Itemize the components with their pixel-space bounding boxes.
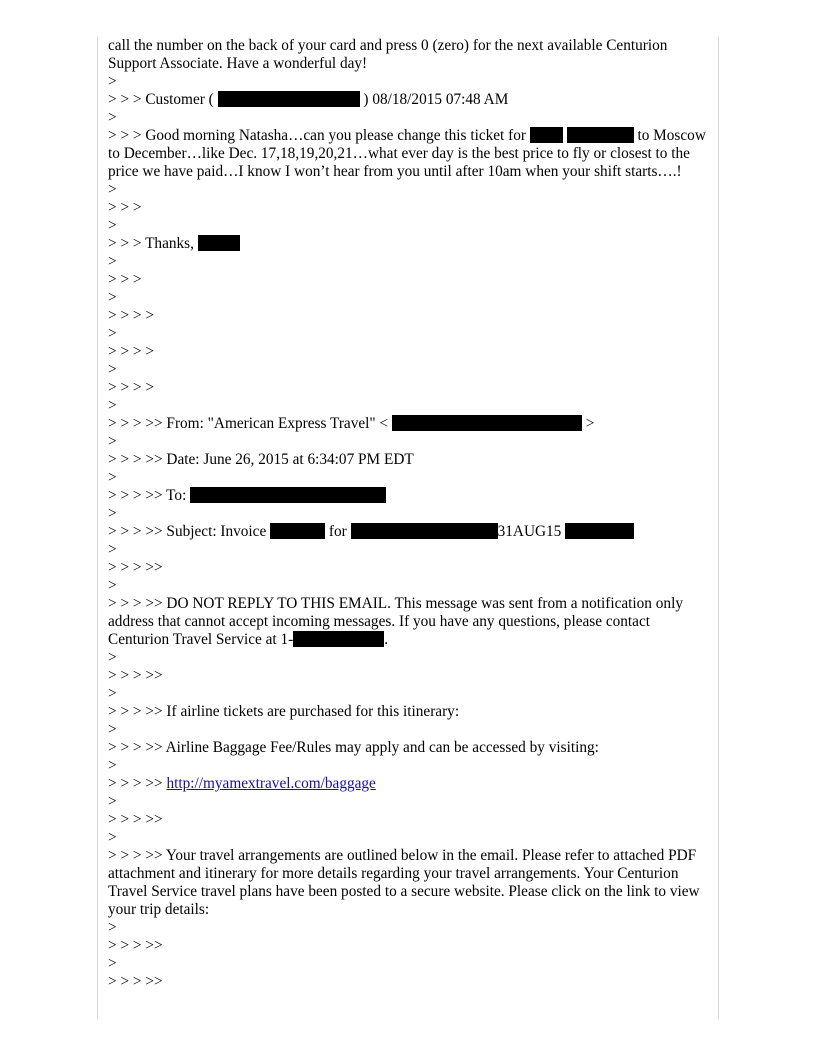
- quote-marker: >: [108, 361, 117, 378]
- quote-marker: >: [108, 397, 117, 414]
- redaction-block: [567, 127, 634, 143]
- customer-message: [108, 127, 714, 181]
- quote-marker: >: [108, 649, 117, 666]
- quote-marker: >: [108, 217, 117, 234]
- from-suffix: >: [585, 415, 595, 432]
- from-prefix: > > > >> From: "American Express Travel" <: [108, 415, 389, 432]
- quote-marker: >: [108, 793, 117, 810]
- quote-marker: >: [108, 73, 117, 90]
- do-not-reply-end: .: [384, 631, 389, 648]
- thanks-text: > > > Thanks,: [108, 235, 194, 252]
- subject-prefix: > > > >> Subject: Invoice: [108, 523, 267, 540]
- quote-marker: > > >: [108, 199, 142, 216]
- quote-marker: > > > >: [108, 379, 154, 396]
- quote-marker: >: [108, 253, 117, 270]
- quote-marker: >: [108, 757, 117, 774]
- redaction-block: [198, 235, 240, 251]
- baggage-line: > > > >> Airline Baggage Fee/Rules may apply and can be accessed by visiting:: [108, 739, 599, 756]
- quote-marker: >: [108, 721, 117, 738]
- quote-marker: >: [108, 505, 117, 522]
- date-line: > > > >> Date: June 26, 2015 at 6:34:07 PM EDT: [108, 451, 414, 468]
- link-line: [108, 775, 714, 793]
- customer-prefix: > > > Customer (: [108, 91, 214, 108]
- subject-date: 31AUG15: [497, 523, 562, 540]
- arrangements-paragraph: > > > >> Your travel arrangements are outlined below in the email. Please refer to attached PDF attachment and itinerary for more details regarding your travel arrangements. Your Centurion Travel Service travel plans have been posted to a secure website. Please click on the link to view your trip details:: [108, 847, 704, 918]
- quote-marker: >: [108, 955, 117, 972]
- left-margin-line: [97, 37, 98, 1019]
- quote-marker: > > > >>: [108, 667, 163, 684]
- customer-timestamp: ) 08/18/2015 07:48 AM: [363, 91, 509, 108]
- redaction-block: [190, 487, 386, 503]
- quote-marker: > > > >>: [108, 973, 163, 990]
- quote-marker: > > > >>: [108, 811, 163, 828]
- quote-marker: > > > >: [108, 343, 154, 360]
- quote-marker: >: [108, 541, 117, 558]
- redaction-block: [293, 631, 384, 647]
- do-not-reply-paragraph: [108, 595, 714, 649]
- from-line: [108, 415, 714, 433]
- quote-marker: >: [108, 469, 117, 486]
- intro-paragraph: call the number on the back of your card and press 0 (zero) for the next available Centurion Support Associate. Have a wonderful day!: [108, 37, 672, 72]
- subject-for: for: [328, 523, 347, 540]
- right-margin-line: [718, 37, 719, 1019]
- link-prefix: > > > >>: [108, 775, 163, 792]
- to-prefix: > > > >> To:: [108, 487, 187, 504]
- quote-marker: > > >: [108, 271, 142, 288]
- email-body: [108, 37, 714, 991]
- redaction-block: [392, 415, 582, 431]
- subject-line: [108, 523, 714, 541]
- thanks-line: [108, 235, 714, 253]
- quote-marker: > > > >: [108, 307, 154, 324]
- airline-line: > > > >> If airline tickets are purchased for this itinerary:: [108, 703, 460, 720]
- redaction-block: [565, 523, 634, 539]
- quote-marker: > > > >>: [108, 559, 163, 576]
- quote-marker: >: [108, 289, 117, 306]
- quote-marker: >: [108, 577, 117, 594]
- baggage-link[interactable]: http://myamextravel.com/baggage: [166, 775, 376, 792]
- message-part-b: to Moscow to December…like Dec. 17,18,19,20,21…what ever day is the best price to fly or closest to the price we have paid…I know I won’t hear from you until after 10am when your shift starts….!: [108, 127, 710, 180]
- to-line: [108, 487, 714, 505]
- redaction-block: [530, 127, 563, 143]
- quote-marker: >: [108, 109, 117, 126]
- quote-marker: > > > >>: [108, 937, 163, 954]
- quote-marker: >: [108, 829, 117, 846]
- redaction-block: [270, 523, 325, 539]
- quote-marker: >: [108, 181, 117, 198]
- quote-marker: >: [108, 685, 117, 702]
- do-not-reply-text: > > > >> DO NOT REPLY TO THIS EMAIL. This message was sent from a notification only address that cannot accept incoming messages. If you have any questions, please contact Centurion Travel Service at 1-: [108, 595, 687, 648]
- quote-marker: >: [108, 325, 117, 342]
- redaction-block: [218, 91, 360, 107]
- customer-header: [108, 91, 714, 109]
- redaction-block: [351, 523, 498, 539]
- quote-marker: >: [108, 919, 117, 936]
- message-part-a: > > > Good morning Natasha…can you please change this ticket for: [108, 127, 526, 144]
- quote-marker: >: [108, 433, 117, 450]
